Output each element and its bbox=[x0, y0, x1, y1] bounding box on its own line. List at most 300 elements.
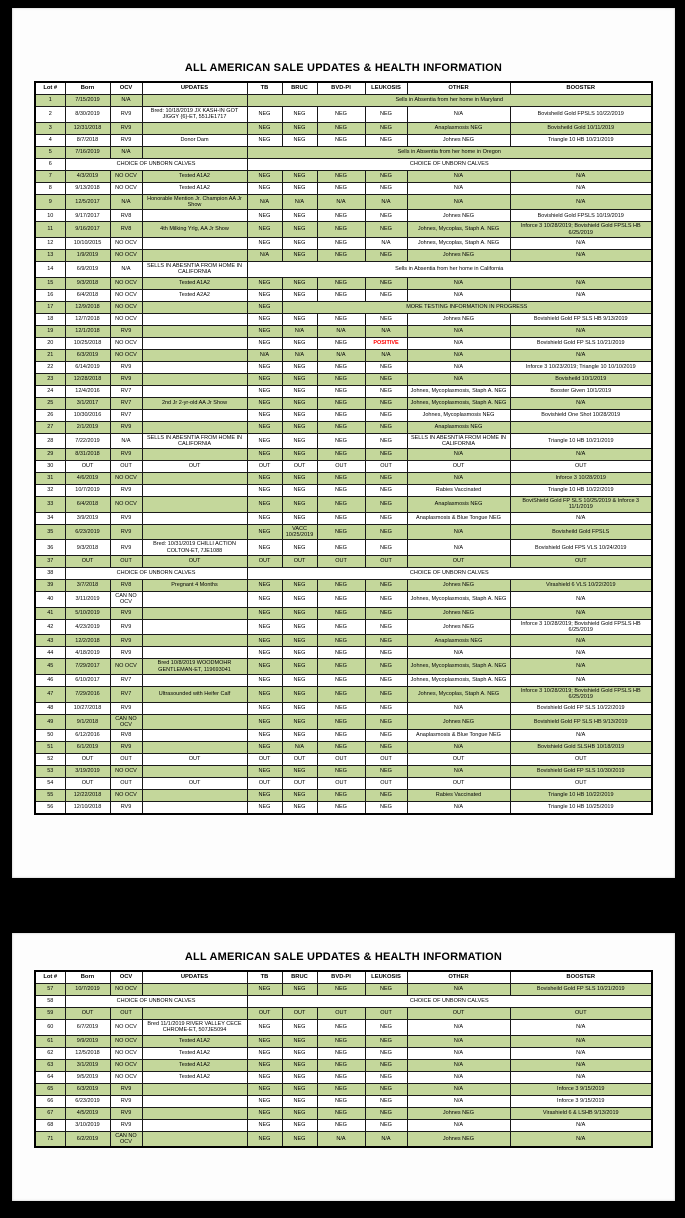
other-cell: N/A bbox=[407, 373, 510, 385]
booster-cell: N/A bbox=[510, 674, 652, 686]
leukosis-cell: OUT bbox=[365, 1008, 407, 1020]
table-row bbox=[35, 659, 652, 675]
lot-number-cell: 60 bbox=[35, 1020, 65, 1036]
leukosis-cell: NEG bbox=[365, 580, 407, 592]
tb-cell: N/A bbox=[247, 249, 282, 261]
other-cell: Rabies Vaccinated bbox=[407, 790, 510, 802]
other-cell: Rabies Vaccinated bbox=[407, 485, 510, 497]
document-page-1 bbox=[12, 8, 675, 878]
tb-cell: NEG bbox=[247, 730, 282, 742]
lot-number-cell: 71 bbox=[35, 1131, 65, 1147]
bvd-pi-cell: NEG bbox=[317, 122, 365, 134]
leukosis-cell: NEG bbox=[365, 742, 407, 754]
booster-cell: N/A bbox=[510, 1035, 652, 1047]
other-cell: Johnes NEG bbox=[407, 313, 510, 325]
booster-cell: N/A bbox=[510, 325, 652, 337]
born-cell: 6/10/2017 bbox=[65, 674, 110, 686]
table-row bbox=[35, 742, 652, 754]
tb-cell: NEG bbox=[247, 277, 282, 289]
bvd-pi-cell: NEG bbox=[317, 1107, 365, 1119]
bruc-cell: NEG bbox=[282, 237, 317, 249]
lot-number-cell: 37 bbox=[35, 556, 65, 568]
table-row bbox=[35, 754, 652, 766]
booster-cell: Bovishield Gold FP SLS 10/22/2019 bbox=[510, 702, 652, 714]
other-cell: Johnes NEG bbox=[407, 607, 510, 619]
bvd-pi-cell: NEG bbox=[317, 313, 365, 325]
bvd-pi-cell: NEG bbox=[317, 1020, 365, 1036]
booster-cell: Bovishield Gold FPS VLS 10/24/2019 bbox=[510, 540, 652, 556]
tb-cell: NEG bbox=[247, 1083, 282, 1095]
bruc-cell: NEG bbox=[282, 766, 317, 778]
lot-number-cell: 66 bbox=[35, 1095, 65, 1107]
other-cell: N/A bbox=[407, 337, 510, 349]
bruc-cell: NEG bbox=[282, 984, 317, 996]
ocv-cell: RV7 bbox=[110, 409, 142, 421]
other-cell: Anaplasmosis NEG bbox=[407, 122, 510, 134]
other-cell: Johnes, Mycoplas, Staph A. NEG bbox=[407, 686, 510, 702]
tb-cell: NEG bbox=[247, 170, 282, 182]
column-header: OTHER bbox=[407, 971, 510, 984]
booster-cell: N/A bbox=[510, 1131, 652, 1147]
leukosis-cell: N/A bbox=[365, 237, 407, 249]
bruc-cell: NEG bbox=[282, 210, 317, 222]
leukosis-cell: NEG bbox=[365, 485, 407, 497]
other-cell: OUT bbox=[407, 556, 510, 568]
updates-cell bbox=[142, 485, 247, 497]
born-cell: 12/5/2017 bbox=[65, 194, 110, 210]
tb-cell: NEG bbox=[247, 1095, 282, 1107]
other-cell: Johnes, Mycoplasmosis, Staph A. NEG bbox=[407, 659, 510, 675]
ocv-cell: NO OCV bbox=[110, 497, 142, 513]
lot-number-cell: 4 bbox=[35, 134, 65, 146]
born-cell: 12/9/2018 bbox=[65, 301, 110, 313]
bruc-cell: NEG bbox=[282, 449, 317, 461]
bvd-pi-cell: NEG bbox=[317, 1083, 365, 1095]
bvd-pi-cell: NEG bbox=[317, 361, 365, 373]
booster-cell: N/A bbox=[510, 659, 652, 675]
booster-cell: Triangle 10 HB 10/22/2019 bbox=[510, 790, 652, 802]
bruc-cell: NEG bbox=[282, 607, 317, 619]
lot-number-cell: 23 bbox=[35, 373, 65, 385]
born-cell: 3/9/2019 bbox=[65, 512, 110, 524]
lot-number-cell: 48 bbox=[35, 702, 65, 714]
table-row bbox=[35, 421, 652, 433]
lot-number-cell: 27 bbox=[35, 421, 65, 433]
leukosis-cell: NEG bbox=[365, 607, 407, 619]
born-cell: 6/23/2019 bbox=[65, 524, 110, 540]
bvd-pi-cell: NEG bbox=[317, 449, 365, 461]
updates-cell bbox=[142, 409, 247, 421]
ocv-cell: RV7 bbox=[110, 686, 142, 702]
bruc-cell: NEG bbox=[282, 277, 317, 289]
tb-cell: NEG bbox=[247, 421, 282, 433]
lot-number-cell: 1 bbox=[35, 95, 65, 107]
booster-cell: N/A bbox=[510, 730, 652, 742]
column-header: OCV bbox=[110, 971, 142, 984]
table-row bbox=[35, 1008, 652, 1020]
leukosis-cell: NEG bbox=[365, 674, 407, 686]
other-cell: Johnes NEG bbox=[407, 714, 510, 730]
table-row bbox=[35, 524, 652, 540]
lot-number-cell: 22 bbox=[35, 361, 65, 373]
other-cell: N/A bbox=[407, 766, 510, 778]
leukosis-cell: N/A bbox=[365, 325, 407, 337]
born-cell: 6/2/2019 bbox=[65, 1131, 110, 1147]
updates-cell bbox=[142, 742, 247, 754]
booster-cell: Triangle 10 HB 10/21/2019 bbox=[510, 433, 652, 449]
tb-cell: NEG bbox=[247, 1059, 282, 1071]
sale-updates-table bbox=[34, 81, 653, 815]
born-cell: 12/1/2018 bbox=[65, 325, 110, 337]
ocv-cell: RV9 bbox=[110, 449, 142, 461]
booster-cell: Bovisheild Gold FPSLS bbox=[510, 524, 652, 540]
ocv-cell: NO OCV bbox=[110, 313, 142, 325]
table-row bbox=[35, 686, 652, 702]
leukosis-cell: NEG bbox=[365, 170, 407, 182]
born-cell: 12/31/2018 bbox=[65, 122, 110, 134]
tb-cell: NEG bbox=[247, 647, 282, 659]
other-cell: N/A bbox=[407, 647, 510, 659]
leukosis-cell: NEG bbox=[365, 1035, 407, 1047]
booster-cell: Bovishield Gold FP SLS 10/30/2019 bbox=[510, 766, 652, 778]
leukosis-cell: NEG bbox=[365, 702, 407, 714]
other-cell: N/A bbox=[407, 277, 510, 289]
lot-number-cell: 39 bbox=[35, 580, 65, 592]
tb-cell: NEG bbox=[247, 1107, 282, 1119]
bruc-cell: NEG bbox=[282, 385, 317, 397]
born-cell: 7/29/2016 bbox=[65, 686, 110, 702]
table-row bbox=[35, 1059, 652, 1071]
bvd-pi-cell: NEG bbox=[317, 485, 365, 497]
column-header: BVD-PI bbox=[317, 82, 365, 95]
updates-cell: 2nd Jr 2-yr-old AA Jr Show bbox=[142, 397, 247, 409]
bvd-pi-cell: OUT bbox=[317, 754, 365, 766]
booster-cell: Bovishield Gold FP SLS HB 9/13/2019 bbox=[510, 714, 652, 730]
bruc-cell: NEG bbox=[282, 714, 317, 730]
bruc-cell: OUT bbox=[282, 754, 317, 766]
lot-number-cell: 63 bbox=[35, 1059, 65, 1071]
table-row bbox=[35, 433, 652, 449]
leukosis-cell: NEG bbox=[365, 659, 407, 675]
other-cell: Johnes NEG bbox=[407, 210, 510, 222]
table-row bbox=[35, 461, 652, 473]
bruc-cell: NEG bbox=[282, 1083, 317, 1095]
lot-number-cell: 65 bbox=[35, 1083, 65, 1095]
other-cell: N/A bbox=[407, 1059, 510, 1071]
booster-cell: N/A bbox=[510, 277, 652, 289]
updates-cell: Tested A1A2 bbox=[142, 1047, 247, 1059]
born-cell: 3/1/2019 bbox=[65, 1059, 110, 1071]
table-row bbox=[35, 325, 652, 337]
leukosis-cell: NEG bbox=[365, 222, 407, 238]
booster-cell: N/A bbox=[510, 607, 652, 619]
updates-cell bbox=[142, 1095, 247, 1107]
tb-cell: NEG bbox=[247, 449, 282, 461]
born-cell: 12/22/2018 bbox=[65, 790, 110, 802]
updates-cell bbox=[142, 702, 247, 714]
lot-number-cell: 12 bbox=[35, 237, 65, 249]
booster-cell: N/A bbox=[510, 194, 652, 210]
updates-cell: Tested A1A2 bbox=[142, 1035, 247, 1047]
booster-cell: N/A bbox=[510, 349, 652, 361]
bruc-cell: NEG bbox=[282, 1059, 317, 1071]
table-row bbox=[35, 373, 652, 385]
born-cell: 9/3/2018 bbox=[65, 277, 110, 289]
lot-number-cell: 43 bbox=[35, 635, 65, 647]
ocv-cell: N/A bbox=[110, 433, 142, 449]
born-cell: OUT bbox=[65, 778, 110, 790]
born-cell: 12/28/2018 bbox=[65, 373, 110, 385]
updates-cell: OUT bbox=[142, 556, 247, 568]
tb-cell: NEG bbox=[247, 1131, 282, 1147]
leukosis-cell: OUT bbox=[365, 778, 407, 790]
updates-cell: Tested A1A2 bbox=[142, 1059, 247, 1071]
leukosis-cell: NEG bbox=[365, 421, 407, 433]
bruc-cell: NEG bbox=[282, 790, 317, 802]
ocv-cell: RV8 bbox=[110, 222, 142, 238]
table-row bbox=[35, 556, 652, 568]
other-cell: N/A bbox=[407, 702, 510, 714]
table-row bbox=[35, 619, 652, 635]
bruc-cell: VACC 10/25/2019 bbox=[282, 524, 317, 540]
leukosis-cell: NEG bbox=[365, 540, 407, 556]
other-cell: SELLS IN ABESNTIA FROM HOME IN CALIFORNIA bbox=[407, 433, 510, 449]
born-cell: 10/10/2015 bbox=[65, 237, 110, 249]
lot-number-cell: 30 bbox=[35, 461, 65, 473]
updates-cell bbox=[142, 790, 247, 802]
lot-number-cell: 16 bbox=[35, 289, 65, 301]
bvd-pi-cell: N/A bbox=[317, 349, 365, 361]
bruc-cell: OUT bbox=[282, 778, 317, 790]
born-cell: 10/30/2016 bbox=[65, 409, 110, 421]
tb-cell: NEG bbox=[247, 592, 282, 608]
more-testing-note-cell: MORE TESTING INFORMATION IN PROGRESS bbox=[282, 301, 652, 313]
table-row bbox=[35, 540, 652, 556]
booster-cell: N/A bbox=[510, 449, 652, 461]
bruc-cell: NEG bbox=[282, 1131, 317, 1147]
table-row bbox=[35, 301, 652, 313]
bruc-cell: NEG bbox=[282, 433, 317, 449]
leukosis-cell: N/A bbox=[365, 349, 407, 361]
lot-number-cell: 29 bbox=[35, 449, 65, 461]
born-cell: 4/5/2019 bbox=[65, 1107, 110, 1119]
ocv-cell: NO OCV bbox=[110, 182, 142, 194]
ocv-cell: RV9 bbox=[110, 524, 142, 540]
leukosis-cell: NEG bbox=[365, 249, 407, 261]
bruc-cell: NEG bbox=[282, 182, 317, 194]
lot-number-cell: 32 bbox=[35, 485, 65, 497]
born-cell: 6/3/2019 bbox=[65, 349, 110, 361]
bvd-pi-cell: NEG bbox=[317, 107, 365, 123]
booster-cell: Bovishield Gold FP SLS 10/21/2019 bbox=[510, 337, 652, 349]
leukosis-cell: NEG bbox=[365, 134, 407, 146]
lot-number-cell: 8 bbox=[35, 182, 65, 194]
ocv-cell: NO OCV bbox=[110, 1020, 142, 1036]
bruc-cell: N/A bbox=[282, 194, 317, 210]
other-cell: N/A bbox=[407, 1020, 510, 1036]
lot-number-cell: 40 bbox=[35, 592, 65, 608]
updates-cell bbox=[142, 619, 247, 635]
leukosis-cell: NEG bbox=[365, 714, 407, 730]
leukosis-cell: NEG bbox=[365, 277, 407, 289]
born-cell: 12/7/2018 bbox=[65, 313, 110, 325]
ocv-cell: RV8 bbox=[110, 580, 142, 592]
bruc-cell: NEG bbox=[282, 619, 317, 635]
tb-cell: NEG bbox=[247, 485, 282, 497]
other-cell: Johnes, Mycoplasmosis, Staph A. NEG bbox=[407, 385, 510, 397]
updates-cell bbox=[142, 237, 247, 249]
table-row bbox=[35, 289, 652, 301]
updates-cell bbox=[142, 449, 247, 461]
updates-cell bbox=[142, 1107, 247, 1119]
bruc-cell: NEG bbox=[282, 337, 317, 349]
bvd-pi-cell: NEG bbox=[317, 540, 365, 556]
bruc-cell: NEG bbox=[282, 313, 317, 325]
updates-cell bbox=[142, 210, 247, 222]
bruc-cell: NEG bbox=[282, 674, 317, 686]
other-cell: N/A bbox=[407, 1047, 510, 1059]
bvd-pi-cell: NEG bbox=[317, 802, 365, 815]
column-header: UPDATES bbox=[142, 971, 247, 984]
bruc-cell: N/A bbox=[282, 325, 317, 337]
bvd-pi-cell: NEG bbox=[317, 385, 365, 397]
leukosis-cell: OUT bbox=[365, 461, 407, 473]
ocv-cell: OUT bbox=[110, 461, 142, 473]
tb-cell: NEG bbox=[247, 289, 282, 301]
leukosis-cell: NEG bbox=[365, 107, 407, 123]
ocv-cell: RV9 bbox=[110, 607, 142, 619]
bvd-pi-cell: NEG bbox=[317, 134, 365, 146]
leukosis-cell: NEG bbox=[365, 802, 407, 815]
table-row bbox=[35, 512, 652, 524]
bvd-pi-cell: NEG bbox=[317, 686, 365, 702]
ocv-cell: RV9 bbox=[110, 361, 142, 373]
bruc-cell: NEG bbox=[282, 289, 317, 301]
bvd-pi-cell: NEG bbox=[317, 730, 365, 742]
born-cell: 10/7/2019 bbox=[65, 485, 110, 497]
column-header: TB bbox=[247, 82, 282, 95]
booster-cell: N/A bbox=[510, 249, 652, 261]
column-header: Lot # bbox=[35, 82, 65, 95]
ocv-cell: RV9 bbox=[110, 702, 142, 714]
lot-number-cell: 26 bbox=[35, 409, 65, 421]
leukosis-cell: NEG bbox=[365, 313, 407, 325]
born-cell: 8/7/2018 bbox=[65, 134, 110, 146]
booster-cell: Triangle 10 HB 10/25/2019 bbox=[510, 802, 652, 815]
born-cell: 7/16/2019 bbox=[65, 146, 110, 158]
born-cell: 3/10/2019 bbox=[65, 1119, 110, 1131]
other-cell: N/A bbox=[407, 449, 510, 461]
table-row bbox=[35, 194, 652, 210]
column-header: OCV bbox=[110, 82, 142, 95]
tb-cell: NEG bbox=[247, 674, 282, 686]
other-cell: Anaplasmosis & Blue Tongue NEG bbox=[407, 512, 510, 524]
updates-cell: Bred 11/1/2019 RIVER VALLEY CECE CHROME-ET, 507JE5094 bbox=[142, 1020, 247, 1036]
booster-cell: Inforce 3 9/15/2019 bbox=[510, 1095, 652, 1107]
bvd-pi-cell: NEG bbox=[317, 222, 365, 238]
ocv-cell: RV9 bbox=[110, 540, 142, 556]
lot-number-cell: 56 bbox=[35, 802, 65, 815]
updates-cell: OUT bbox=[142, 778, 247, 790]
other-cell: OUT bbox=[407, 461, 510, 473]
bvd-pi-cell: NEG bbox=[317, 592, 365, 608]
leukosis-cell: NEG bbox=[365, 122, 407, 134]
ocv-cell: RV8 bbox=[110, 730, 142, 742]
booster-cell: BoviShield Gold FP SLS 10/25/2019 & Inforce 3 11/1/2019 bbox=[510, 497, 652, 513]
column-header: Born bbox=[65, 971, 110, 984]
other-cell: N/A bbox=[407, 107, 510, 123]
leukosis-cell: NEG bbox=[365, 1059, 407, 1071]
other-cell: N/A bbox=[407, 802, 510, 815]
ocv-cell: NO OCV bbox=[110, 984, 142, 996]
leukosis-cell: NEG bbox=[365, 210, 407, 222]
tb-cell: OUT bbox=[247, 461, 282, 473]
bvd-pi-cell: N/A bbox=[317, 194, 365, 210]
bruc-cell: NEG bbox=[282, 1107, 317, 1119]
leukosis-cell: NEG bbox=[365, 1020, 407, 1036]
born-cell: 3/19/2019 bbox=[65, 766, 110, 778]
table-header bbox=[35, 971, 652, 984]
tb-cell: NEG bbox=[247, 1071, 282, 1083]
lot-number-cell: 51 bbox=[35, 742, 65, 754]
lot-number-cell: 57 bbox=[35, 984, 65, 996]
ocv-cell: CAN NO OCV bbox=[110, 714, 142, 730]
booster-cell: Booster Given 10/1/2019 bbox=[510, 385, 652, 397]
leukosis-cell: NEG bbox=[365, 409, 407, 421]
tb-cell: NEG bbox=[247, 1020, 282, 1036]
tb-cell: NEG bbox=[247, 802, 282, 815]
column-header: OTHER bbox=[407, 82, 510, 95]
lot-number-cell: 33 bbox=[35, 497, 65, 513]
other-cell: Johnes, Mycoplas, Staph A. NEG bbox=[407, 237, 510, 249]
updates-cell: Tested A1A2 bbox=[142, 182, 247, 194]
ocv-cell: RV9 bbox=[110, 1119, 142, 1131]
updates-cell bbox=[142, 95, 247, 107]
updates-cell bbox=[142, 313, 247, 325]
born-cell: 12/5/2018 bbox=[65, 1047, 110, 1059]
bvd-pi-cell: NEG bbox=[317, 497, 365, 513]
booster-cell: N/A bbox=[510, 1047, 652, 1059]
table-row bbox=[35, 1107, 652, 1119]
bruc-cell: N/A bbox=[282, 742, 317, 754]
leukosis-cell: NEG bbox=[365, 647, 407, 659]
bruc-cell: NEG bbox=[282, 686, 317, 702]
leukosis-cell: NEG bbox=[365, 449, 407, 461]
document-page-2 bbox=[12, 933, 675, 1201]
table-row bbox=[35, 1020, 652, 1036]
ocv-cell: NO OCV bbox=[110, 1059, 142, 1071]
born-cell: 6/23/2019 bbox=[65, 1095, 110, 1107]
tb-cell: NEG bbox=[247, 702, 282, 714]
tb-cell: NEG bbox=[247, 984, 282, 996]
table-row bbox=[35, 497, 652, 513]
column-header: BOOSTER bbox=[510, 82, 652, 95]
booster-cell: Bovishield One Shot 10/28/2019 bbox=[510, 409, 652, 421]
booster-cell: Bovisheild Gold FP SLS 10/21/2019 bbox=[510, 984, 652, 996]
lot-number-cell: 58 bbox=[35, 996, 65, 1008]
column-header: TB bbox=[247, 971, 282, 984]
column-header: BVD-PI bbox=[317, 971, 365, 984]
ocv-cell: NO OCV bbox=[110, 1071, 142, 1083]
born-cell: 4/6/2019 bbox=[65, 473, 110, 485]
born-cell: 9/9/2019 bbox=[65, 1035, 110, 1047]
updates-cell bbox=[142, 984, 247, 996]
born-cell: 6/7/2019 bbox=[65, 1020, 110, 1036]
ocv-cell: RV9 bbox=[110, 134, 142, 146]
column-header: LEUKOSIS bbox=[365, 971, 407, 984]
born-cell: 7/22/2019 bbox=[65, 433, 110, 449]
table-row bbox=[35, 607, 652, 619]
